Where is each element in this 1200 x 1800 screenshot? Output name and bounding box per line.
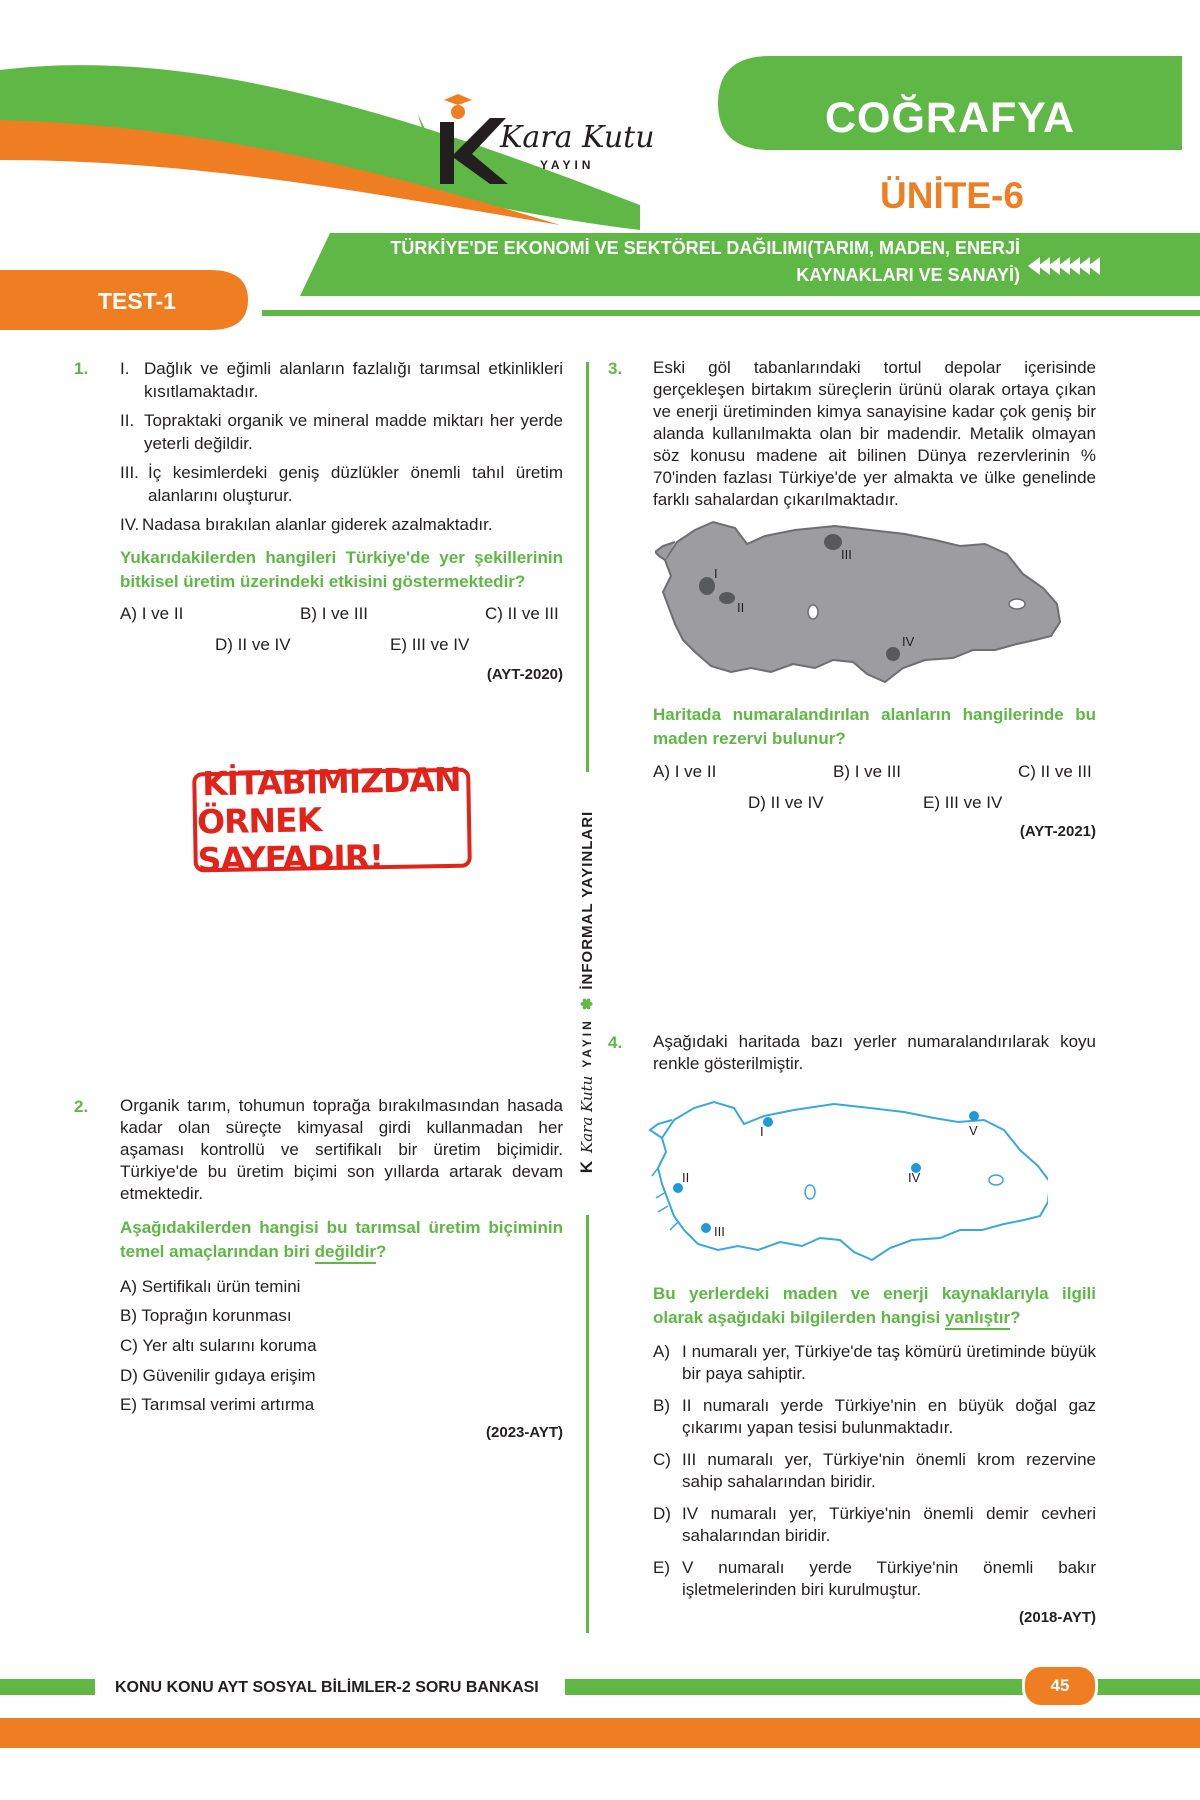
q1-item-4 — [120, 513, 563, 537]
publisher-logo — [410, 92, 660, 192]
q4-map-label-v: V — [969, 1123, 978, 1138]
q1-number: 1. — [74, 359, 89, 378]
q1-item-text: İç kesimlerdeki geniş düzlükler önemli tahıl üretim alanlarını oluşturur. — [148, 463, 563, 505]
q4-option-label: A) — [653, 1342, 670, 1361]
footer-orange-bar — [0, 1718, 1200, 1748]
q2-option-d[interactable]: D) Güvenilir gıdaya erişim — [120, 1366, 316, 1385]
footer-book-title: KONU KONU AYT SOSYAL BİLİMLER-2 SORU BANKASI — [115, 1679, 539, 1696]
topic-title-line2: KAYNAKLARI VE SANAYİ) — [796, 265, 1020, 285]
q4-turkey-map — [648, 1080, 1048, 1270]
q3-map-label-ii: II — [737, 600, 745, 615]
q1-question: Yukarıdakilerden hangileri Türkiye'de yer şekillerinin bitkisel üretim üzerindeki etkisini göstermektedir? — [120, 548, 563, 591]
q4-point-v — [969, 1111, 979, 1121]
q4-option-label: E) — [653, 1558, 670, 1577]
q1-item-text: Dağlık ve eğimli alanların fazlalığı tarımsal etkinlikleri kısıtlamaktadır. — [144, 359, 563, 401]
q4-map-label-iii: III — [714, 1224, 725, 1239]
q1-option-e[interactable]: E) III ve IV — [390, 635, 470, 654]
q3-area-ii — [719, 592, 735, 604]
q2-question — [120, 1216, 563, 1264]
q3-turkey-map — [655, 512, 1065, 692]
q3-lake-icon — [808, 605, 818, 619]
stamp-line2: ÖRNEK SAYFADIR! — [196, 800, 384, 880]
q4-text: Aşağıdaki haritada bazı yerler numaralandırılarak koyu renkle gösterilmiştir. — [653, 1032, 1096, 1073]
page-number-badge — [1022, 1664, 1098, 1708]
q3-area-i — [699, 577, 715, 595]
q4-option-b[interactable] — [653, 1395, 1096, 1441]
q1-option-d[interactable]: D) II ve IV — [215, 635, 291, 654]
q1-item-text: Nadasa bırakılan alanlar giderek azalmaktadır. — [142, 515, 493, 534]
q1-option-c[interactable]: C) II ve III — [485, 604, 559, 623]
unit-title: ÜNİTE-6 — [880, 175, 1024, 216]
q4-map-label-ii: II — [682, 1170, 690, 1185]
q4-question-mark: ? — [1010, 1308, 1021, 1327]
q4-option-text: IV numaralı yer, Türkiye'nin önemli demir cevheri sahalarından biridir. — [682, 1504, 1096, 1545]
q1-item-label: IV. — [120, 515, 140, 534]
q4-map-label-iv: IV — [908, 1170, 921, 1185]
spine-publisher: Kara Kutu — [578, 1075, 596, 1153]
q2-option-e[interactable]: E) Tarımsal verimi artırma — [120, 1395, 315, 1414]
spine-publisher-label — [574, 777, 600, 1207]
q3-text: Eski göl tabanlarındaki tortul depolar içerisinde gerçekleşen birtakım süreçlerin ürünü olarak ortaya çıkan ve enerji üretiminden kimya sanayisine kadar çok geniş bir alanda kullanılmakta olan bir madendir. Metalik olmayan söz konusu madene ait bilinen Dünya rezervlerinin % 70'inden fazlası Türkiye'de yer almakta ve ülke genelinde farklı sahalardan çıkarılmaktadır. — [653, 358, 1096, 509]
q3-option-a[interactable]: A) I ve II — [653, 762, 717, 781]
spine-figures-icon: ✽ — [579, 997, 596, 1011]
q4-option-c[interactable] — [653, 1449, 1096, 1495]
q1-item-label: I. — [120, 359, 130, 378]
q2-text: Organik tarım, tohumun toprağa bırakılmasından hasada kadar olan süreçte kimyasal girdi kullanmadan her aşaması kontrollü ve sertifikalı bir üretim biçimidir. Türkiye'de bu üretim biçimi son yıllarda artarak devam etmektedir. — [120, 1096, 563, 1203]
spine-logo-icon: K — [577, 1160, 596, 1174]
q3-map-label-iv: IV — [902, 634, 915, 649]
q1-option-a[interactable]: A) I ve II — [120, 604, 184, 623]
q3-option-e[interactable]: E) III ve IV — [923, 793, 1003, 812]
q4-option-label: D) — [653, 1504, 671, 1523]
q4-option-e[interactable] — [653, 1557, 1096, 1603]
q3-option-b[interactable]: B) I ve III — [833, 762, 902, 781]
q3-option-c[interactable]: C) II ve III — [1018, 762, 1092, 781]
q4-lake-icon — [989, 1175, 1003, 1185]
q4-lake-icon — [805, 1185, 815, 1199]
q1-option-b[interactable]: B) I ve III — [300, 604, 369, 623]
q3-question: Haritada numaralandırılan alanların hangilerinde bu maden rezervi bulunur? — [653, 705, 1096, 748]
q4-question-text: Bu yerlerdeki maden ve enerji kaynaklarıyla ilgili olarak aşağıdaki bilgilerden hangisi — [653, 1284, 1096, 1327]
column-divider-bottom — [586, 1215, 589, 1633]
q4-option-text: II numaralı yerde Türkiye'nin en büyük doğal gaz çıkarımı yapan tesisi bulunmaktadır. — [682, 1396, 1096, 1437]
q4-option-label: C) — [653, 1450, 671, 1469]
q4-map-label-i: I — [760, 1124, 764, 1139]
q3-option-d[interactable]: D) II ve IV — [748, 793, 824, 812]
q4-point-iii — [701, 1223, 711, 1233]
q3-area-iii — [824, 534, 842, 550]
q2-source: (2023-AYT) — [486, 1424, 563, 1441]
topic-title-line1: TÜRKİYE'DE EKONOMİ VE SEKTÖREL DAĞILIMI(TARIM, MADEN, ENERJİ — [390, 238, 1020, 258]
q4-source: (2018-AYT) — [1019, 1609, 1096, 1626]
q4-option-label: B) — [653, 1396, 670, 1415]
q4-option-a[interactable] — [653, 1341, 1096, 1387]
q1-source: (AYT-2020) — [486, 666, 563, 683]
sample-page-stamp — [192, 759, 472, 880]
column-divider-top — [586, 362, 589, 772]
q4-option-text: V numaralı yerde Türkiye'nin önemli bakır işletmelerinden biri kurulmuştur. — [682, 1558, 1096, 1599]
q1-item-3 — [120, 461, 563, 507]
page-number: 45 — [1050, 1676, 1070, 1695]
q2-question-text: Aşağıdakilerden hangisi bu tarımsal üretim biçiminin temel amaçlarından biri — [120, 1218, 563, 1261]
test-label: TEST-1 — [98, 288, 176, 314]
q4-point-i — [763, 1117, 773, 1127]
q3-map-label-iii: III — [841, 547, 852, 562]
q1-item-2 — [120, 409, 563, 455]
q3-lake-icon — [1009, 599, 1025, 609]
q2-question-mark: ? — [376, 1242, 387, 1261]
q2-option-a[interactable]: A) Sertifikalı ürün temini — [120, 1277, 301, 1296]
q3-map-label-i: I — [714, 566, 718, 581]
q3-number: 3. — [608, 359, 623, 378]
q1-item-1 — [120, 357, 563, 403]
q4-option-text: III numaralı yer, Türkiye'nin önemli krom rezervine sahip sahalarından biridir. — [682, 1450, 1096, 1491]
spine-publisher-sub: YAYIN — [580, 1018, 594, 1068]
q1-item-label: II. — [120, 411, 135, 430]
q4-question — [653, 1282, 1096, 1330]
logo-sub: YAYIN — [540, 158, 595, 172]
logo-mark-icon — [410, 92, 510, 187]
q2-number: 2. — [74, 1097, 89, 1116]
q3-source: (AYT-2021) — [1019, 823, 1096, 840]
q1-item-label: III. — [120, 463, 139, 482]
spine-label: İNFORMAL YAYINLARI — [578, 810, 596, 990]
q4-option-d[interactable] — [653, 1503, 1096, 1549]
q3-area-iv — [886, 647, 900, 661]
subject-title: COĞRAFYA — [824, 94, 1076, 142]
q4-number: 4. — [608, 1033, 623, 1052]
q2-question-negation: değildir — [315, 1242, 376, 1264]
q2-option-b[interactable]: B) Toprağın korunması — [120, 1306, 292, 1325]
q1-item-text: Topraktaki organik ve mineral madde miktarı her yerde yeterli değildir. — [144, 411, 563, 453]
q4-question-negation: yanlıştır — [945, 1308, 1010, 1330]
q4-option-text: I numaralı yer, Türkiye'de taş kömürü üretiminde büyük bir paya sahiptir. — [682, 1342, 1096, 1383]
stamp-line1: KİTABIMIZDAN — [201, 759, 461, 804]
q2-option-c[interactable]: C) Yer altı sularını koruma — [120, 1336, 317, 1355]
chevron-arrows-icon — [1028, 257, 1098, 280]
logo-name: Kara Kutu — [500, 120, 655, 155]
